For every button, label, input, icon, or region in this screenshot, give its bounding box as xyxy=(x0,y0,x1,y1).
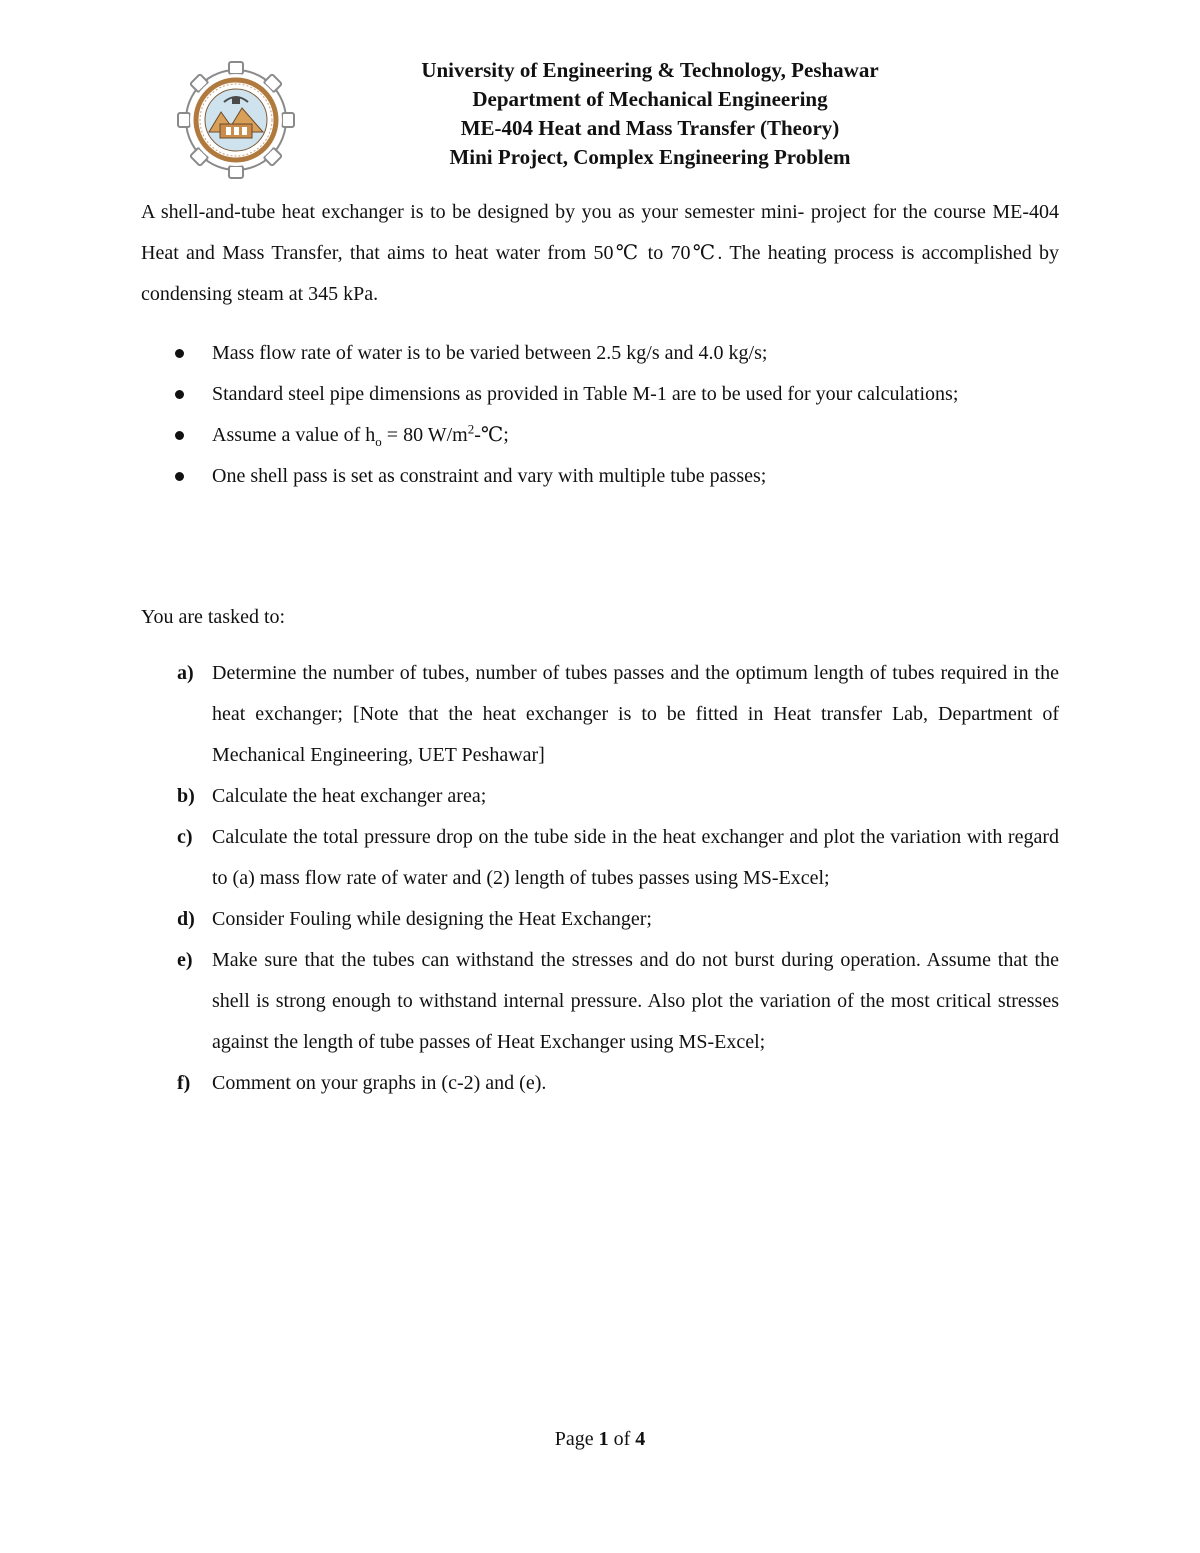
page-word: Page xyxy=(554,1428,599,1450)
bullet-icon xyxy=(175,472,184,481)
of-word: of xyxy=(608,1428,636,1450)
list-item xyxy=(141,333,1059,374)
task-letter: d) xyxy=(177,908,195,930)
task-item-c xyxy=(141,817,1059,899)
list-item xyxy=(141,415,1059,456)
task-text: Comment on your graphs in (c-2) and (e). xyxy=(212,1072,547,1094)
project-title: Mini Project, Complex Engineering Problem xyxy=(449,145,851,169)
task-text: Make sure that the tubes can withstand the stresses and do not burst during operation. Assume that the shell is strong enough to withstand internal pressure. Also plot the variation of the most critical stresses against the length of tube passes of Heat Exchanger using MS-Excel; xyxy=(212,949,1059,1053)
text-fragment: -℃; xyxy=(474,424,509,446)
task-letter: e) xyxy=(177,949,193,971)
task-letter: a) xyxy=(177,662,194,684)
list-item-text: Mass flow rate of water is to be varied between 2.5 kg/s and 4.0 kg/s; xyxy=(212,342,768,364)
tasks-list xyxy=(141,653,1059,1104)
list-item-text: One shell pass is set as constraint and vary with multiple tube passes; xyxy=(212,465,767,487)
task-item-a xyxy=(141,653,1059,776)
intro-paragraph: A shell-and-tube heat exchanger is to be designed by you as your semester mini- project for the course ME-404 Heat and Mass Transfer, that aims to heat water from 50℃ to 70℃. The heating process is accomplished by condensing steam at 345 kPa. xyxy=(141,201,1059,305)
task-letter: c) xyxy=(177,826,193,848)
list-item-text xyxy=(212,421,509,449)
bullet-icon xyxy=(175,431,184,440)
list-item-text: Standard steel pipe dimensions as provided in Table M-1 are to be used for your calculations; xyxy=(212,383,959,405)
task-text: Determine the number of tubes, number of tubes passes and the optimum length of tubes required in the heat exchanger; [Note that the heat exchanger is to be fitted in Heat transfer Lab, Department of Mechanical Engineering, UET Peshawar] xyxy=(212,662,1059,766)
document-header xyxy=(300,56,1000,172)
superscript: 2 xyxy=(467,421,475,437)
task-item-b xyxy=(141,776,1059,817)
list-item xyxy=(141,374,1059,415)
course-title: ME-404 Heat and Mass Transfer (Theory) xyxy=(460,116,840,140)
department-name: Department of Mechanical Engineering xyxy=(472,87,828,111)
page-footer xyxy=(0,1428,1200,1451)
task-text: Calculate the total pressure drop on the tube side in the heat exchanger and plot the variation with regard to (a) mass flow rate of water and (2) length of tubes passes using MS-Excel; xyxy=(212,826,1059,889)
page-total: 4 xyxy=(635,1428,646,1450)
task-item-d xyxy=(141,899,1059,940)
university-name: University of Engineering & Technology, Peshawar xyxy=(421,58,879,82)
task-text: Calculate the heat exchanger area; xyxy=(212,785,487,807)
task-letter: b) xyxy=(177,785,195,807)
task-item-f xyxy=(141,1063,1059,1104)
university-logo xyxy=(176,60,296,180)
text-fragment: = 80 W/m xyxy=(381,424,468,446)
text-fragment: Assume a value of h xyxy=(212,424,376,446)
task-letter: f) xyxy=(177,1072,191,1094)
requirements-list xyxy=(141,333,1059,497)
list-item xyxy=(141,456,1059,497)
task-item-e xyxy=(141,940,1059,1063)
task-text: Consider Fouling while designing the Heat Exchanger; xyxy=(212,908,652,930)
tasked-label: You are tasked to: xyxy=(141,606,286,628)
bullet-icon xyxy=(175,349,184,358)
bullet-icon xyxy=(175,390,184,399)
subscript: o xyxy=(375,434,382,449)
page-number: 1 xyxy=(598,1428,609,1450)
